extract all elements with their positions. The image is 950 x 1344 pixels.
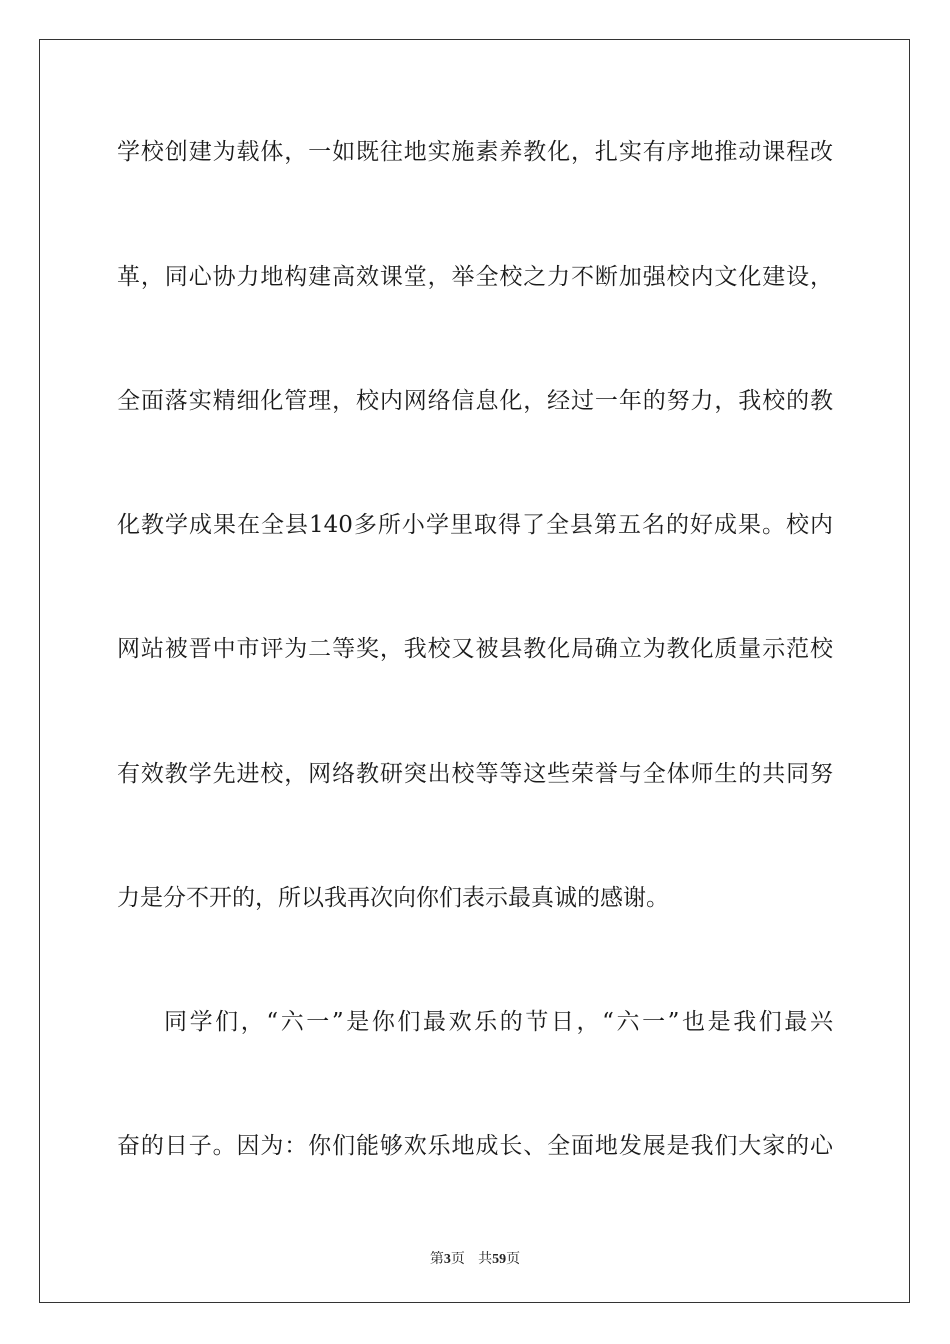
text-line-9: 奋的日子。因为：你们能够欢乐地成长、全面地发展是我们大家的心 [117,1133,833,1159]
text-line-7: 力是分不开的，所以我再次向你们表示最真诚的感谢。 [117,885,669,911]
footer-total-suffix: 页 [506,1251,521,1267]
text-line-1: 学校创建为载体，一如既往地实施素养教化，扎实有序地推动课程改 [117,139,833,165]
footer-page-number: 3 [443,1252,451,1267]
footer-page-prefix: 第 [429,1251,444,1267]
footer-total-pages: 59 [492,1252,507,1267]
page-border [39,39,910,1303]
text-line-6: 有效教学先进校，网络教研突出校等等这些荣誉与全体师生的共同努 [117,761,833,787]
text-line-4: 化教学成果在全县140多所小学里取得了全县第五名的好成果。校内 [117,512,833,538]
page-footer [0,1248,950,1268]
text-line-2: 革，同心协力地构建高效课堂，举全校之力不断加强校内文化建设， [117,264,833,290]
text-line-3: 全面落实精细化管理，校内网络信息化，经过一年的努力，我校的教 [117,388,833,414]
text-line-8: 同学们，“六一”是你们最欢乐的节日，“六一”也是我们最兴 [164,1009,833,1035]
footer-page-suffix: 页 [450,1251,465,1267]
footer-total-prefix: 共 [478,1251,493,1267]
text-line-5: 网站被晋中市评为二等奖，我校又被县教化局确立为教化质量示范校 [117,636,833,662]
